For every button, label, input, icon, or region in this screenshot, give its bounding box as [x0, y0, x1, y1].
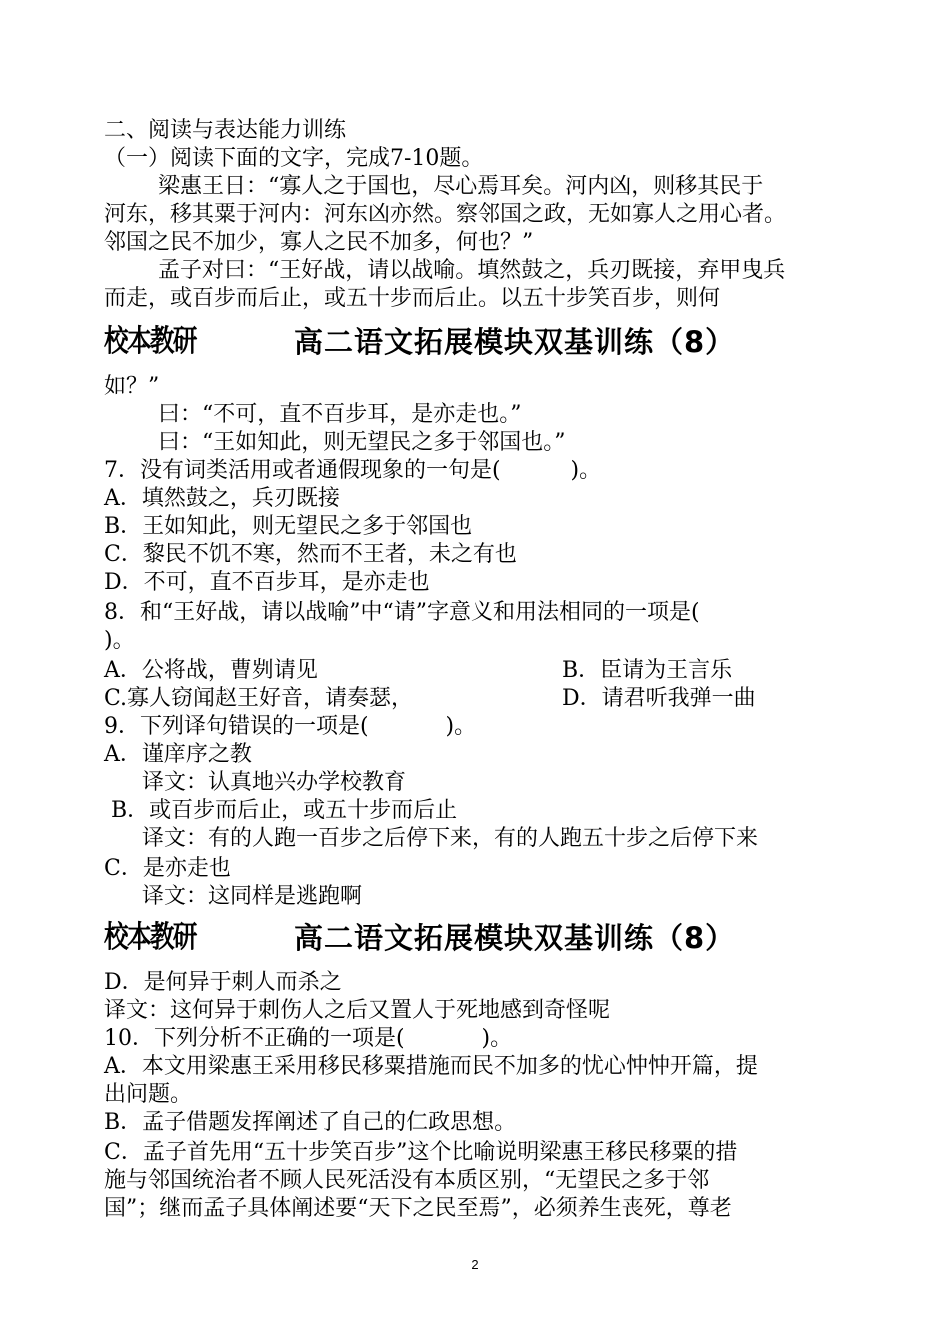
question-10-option-a: A．本文用梁惠王采用移民移粟措施而民不加多的忧心忡忡开篇，提	[104, 1054, 758, 1079]
passage-line: 梁惠王日：“寡人之于国也，尽心焉耳矣。河内凶，则移其民于	[158, 174, 764, 199]
question-9-translation-d: 译文：这何异于刺伤人之后又置人于死地感到奇怪呢	[104, 998, 611, 1023]
question-7-option-c: C．黎民不饥不寒，然而不王者，未之有也	[104, 542, 517, 567]
question-7-option-a: A．填然鼓之，兵刃既接	[104, 486, 340, 511]
question-10-option-b: B．孟子借题发挥阐述了自己的仁政思想。	[104, 1110, 517, 1135]
header-title: 高二语文拓展模块双基训练（8）	[294, 921, 736, 955]
question-9-translation-a: 译文：认真地兴办学校教育	[142, 770, 407, 795]
page-number: 2	[471, 1257, 479, 1272]
question-8: 8．和“王好战，请以战喻”中“请”字意义和用法相同的一项是(	[104, 600, 700, 625]
question-9: 9．下列译句错误的一项是( )。	[104, 714, 477, 739]
header-school-label: 校本教研	[104, 920, 196, 955]
question-10: 10．下列分析不正确的一项是( )。	[104, 1026, 513, 1051]
question-10-option-a-cont: 出问题。	[104, 1082, 193, 1107]
question-10-option-c-cont: 国”；继而孟子具体阐述要“天下之民至焉”，必须养生丧死，尊老	[104, 1196, 732, 1221]
question-10-option-c: C．孟子首先用“五十步笑百步”这个比喻说明梁惠王移民移粟的措	[104, 1140, 738, 1165]
question-10-option-c-cont: 施与邻国统治者不顾人民死活没有本质区别，“无望民之多于邻	[104, 1168, 710, 1193]
passage-line: 河东，移其粟于河内：河东凶亦然。察邻国之政，无如寡人之用心者。	[104, 202, 787, 227]
question-8-cont: )。	[104, 628, 135, 653]
question-8-option-b: B．臣请为王言乐	[562, 658, 733, 683]
passage-instruction: （一）阅读下面的文字，完成7-10题。	[104, 146, 484, 171]
question-7-option-b: B．王如知此，则无望民之多于邻国也	[104, 514, 473, 539]
question-8-option-d: D．请君听我弹一曲	[562, 686, 756, 711]
question-9-option-c: C．是亦走也	[104, 856, 231, 881]
question-7: 7．没有词类活用或者通假现象的一句是( )。	[104, 458, 602, 483]
passage-line: 如？”	[104, 374, 160, 399]
question-8-option-c: C.寡人窃闻赵王好音，请奏瑟，	[104, 686, 414, 711]
question-9-option-b: B．或百步而后止，或五十步而后止	[104, 798, 458, 823]
question-9-option-a: A．谨庠序之教	[104, 742, 252, 767]
question-9-translation-c: 译文：这同样是逃跑啊	[142, 884, 363, 909]
question-9-option-d: D．是何异于刺人而杀之	[104, 970, 342, 995]
passage-line: 曰：“王如知此，则无望民之多于邻国也。”	[158, 430, 566, 455]
section-heading: 二、阅读与表达能力训练	[104, 118, 347, 143]
question-7-option-d: D．不可，直不百步耳，是亦走也	[104, 570, 430, 595]
question-9-translation-b: 译文：有的人跑一百步之后停下来，有的人跑五十步之后停下来	[142, 826, 759, 851]
passage-line: 而走，或百步而后止，或五十步而后止。以五十步笑百步，则何	[104, 286, 721, 311]
header-title: 高二语文拓展模块双基训练（8）	[294, 325, 736, 359]
passage-line: 曰：“不可，直不百步耳，是亦走也。”	[158, 402, 522, 427]
passage-line: 孟子对曰：“王好战，请以战喻。填然鼓之，兵刃既接，弃甲曳兵	[158, 258, 786, 283]
question-8-option-a: A．公将战，曹刿请见	[104, 658, 318, 683]
passage-line: 邻国之民不加少，寡人之民不加多，何也？”	[104, 230, 534, 255]
header-school-label: 校本教研	[104, 324, 196, 359]
